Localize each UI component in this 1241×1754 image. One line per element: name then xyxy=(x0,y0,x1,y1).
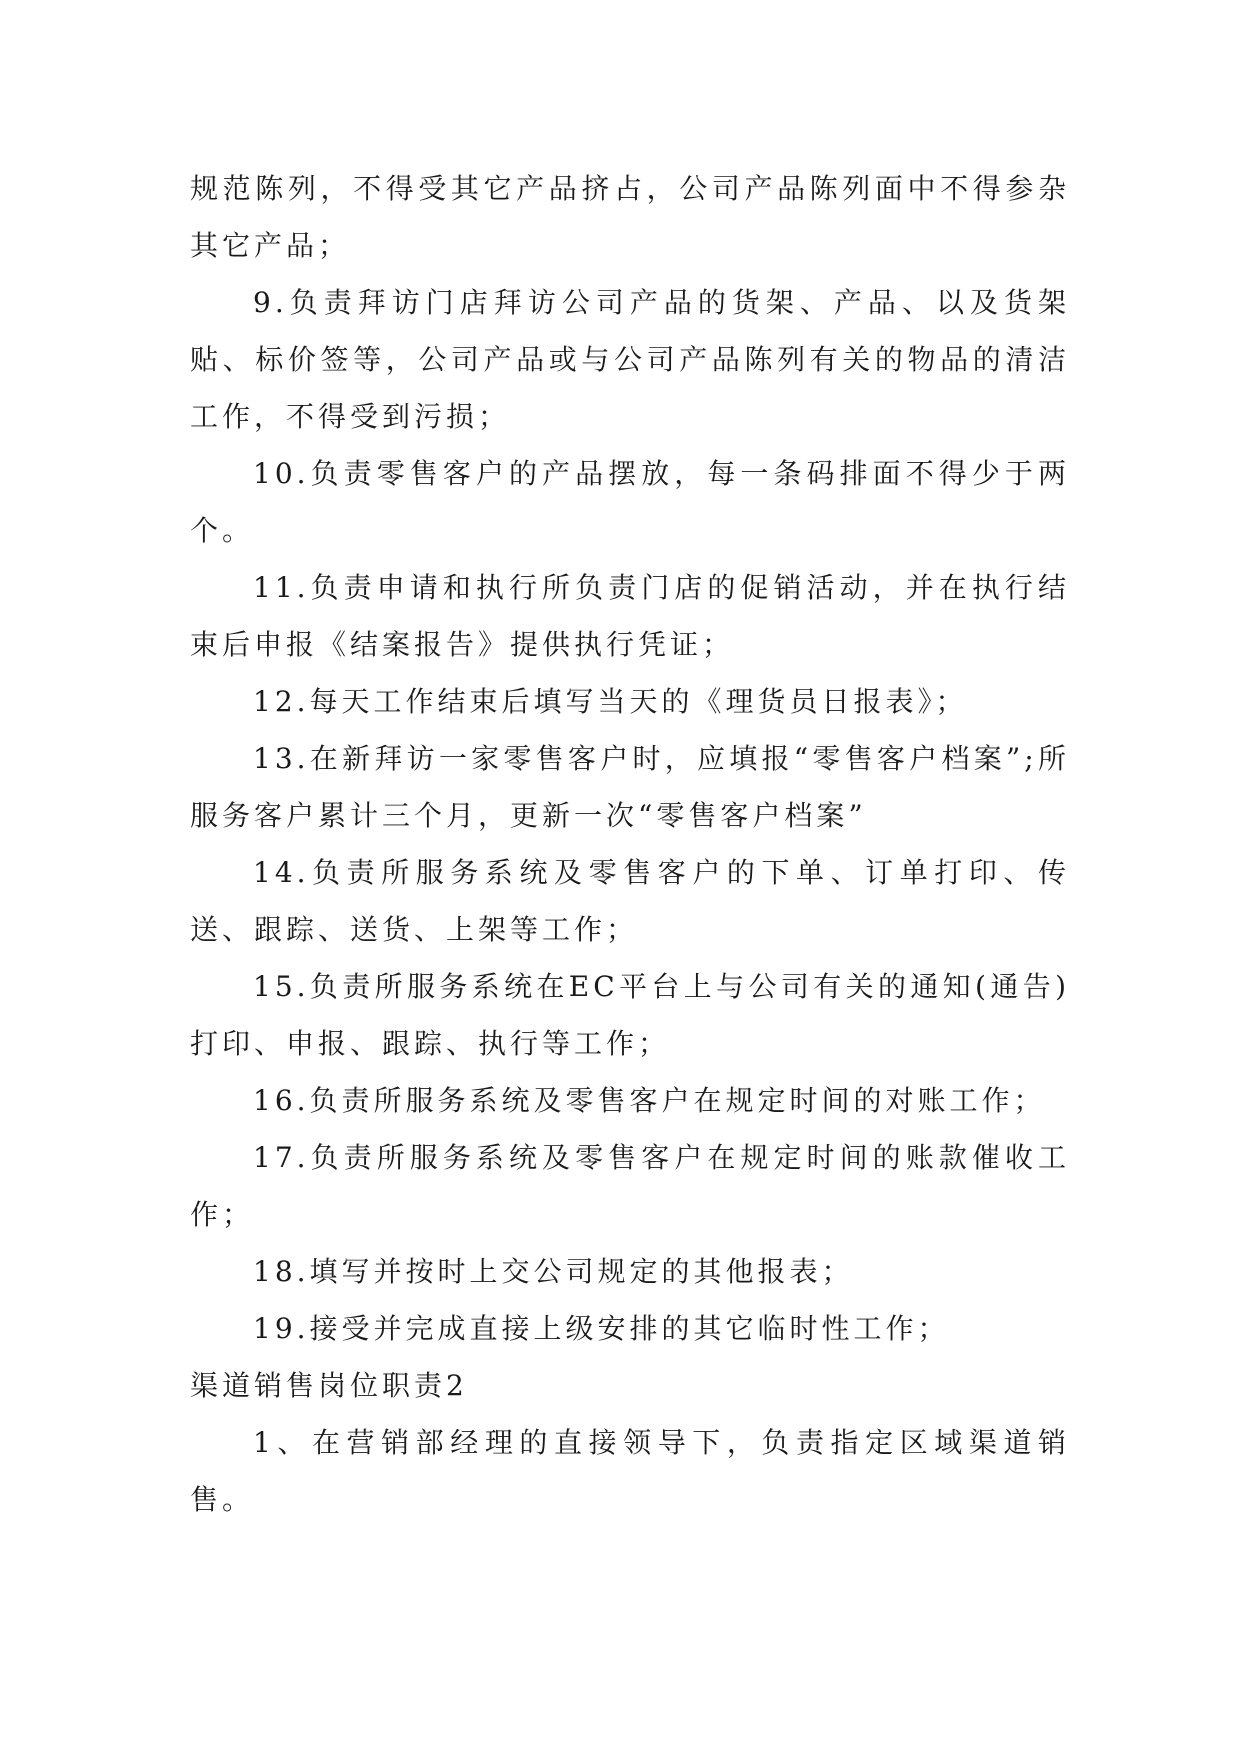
paragraph-item-16: 16.负责所服务系统及零售客户在规定时间的对账工作； xyxy=(253,1084,1046,1117)
paragraph-item-17: 17.负责所服务系统及零售客户在规定时间的账款催收工作； xyxy=(190,1141,1070,1231)
section-heading: 渠道销售岗位职责2 xyxy=(190,1369,468,1402)
paragraph-item-11: 11.负责申请和执行所负责门店的促销活动，并在执行结束后申报《结案报告》提供执行凭证； xyxy=(190,571,1070,661)
paragraph-item-13: 13.在新拜访一家零售客户时，应填报“零售客户档案”;所服务客户累计三个月，更新一次“零售客户档案” xyxy=(190,742,1070,832)
paragraph-item-15: 15.负责所服务系统在EC平台上与公司有关的通知(通告)打印、申报、跟踪、执行等工作； xyxy=(190,970,1070,1060)
paragraph-continued: 规范陈列，不得受其它产品挤占，公司产品陈列面中不得参杂其它产品； xyxy=(190,172,1070,262)
paragraph-item-18: 18.填写并按时上交公司规定的其他报表； xyxy=(253,1255,854,1288)
paragraph-section2-item-1: 1、在营销部经理的直接领导下，负责指定区域渠道销售。 xyxy=(190,1426,1070,1516)
paragraph-item-19: 19.接受并完成直接上级安排的其它临时性工作； xyxy=(253,1312,950,1345)
paragraph-item-14: 14.负责所服务系统及零售客户的下单、订单打印、传送、跟踪、送货、上架等工作； xyxy=(190,856,1070,946)
paragraph-item-12: 12.每天工作结束后填写当天的《理货员日报表》； xyxy=(253,685,968,718)
document-body xyxy=(190,160,1070,1528)
paragraph-item-9: 9.负责拜访门店拜访公司产品的货架、产品、以及货架贴、标价签等，公司产品或与公司产品陈列有关的物品的清洁工作，不得受到污损； xyxy=(190,286,1070,433)
paragraph-item-10: 10.负责零售客户的产品摆放，每一条码排面不得少于两个。 xyxy=(190,457,1070,547)
